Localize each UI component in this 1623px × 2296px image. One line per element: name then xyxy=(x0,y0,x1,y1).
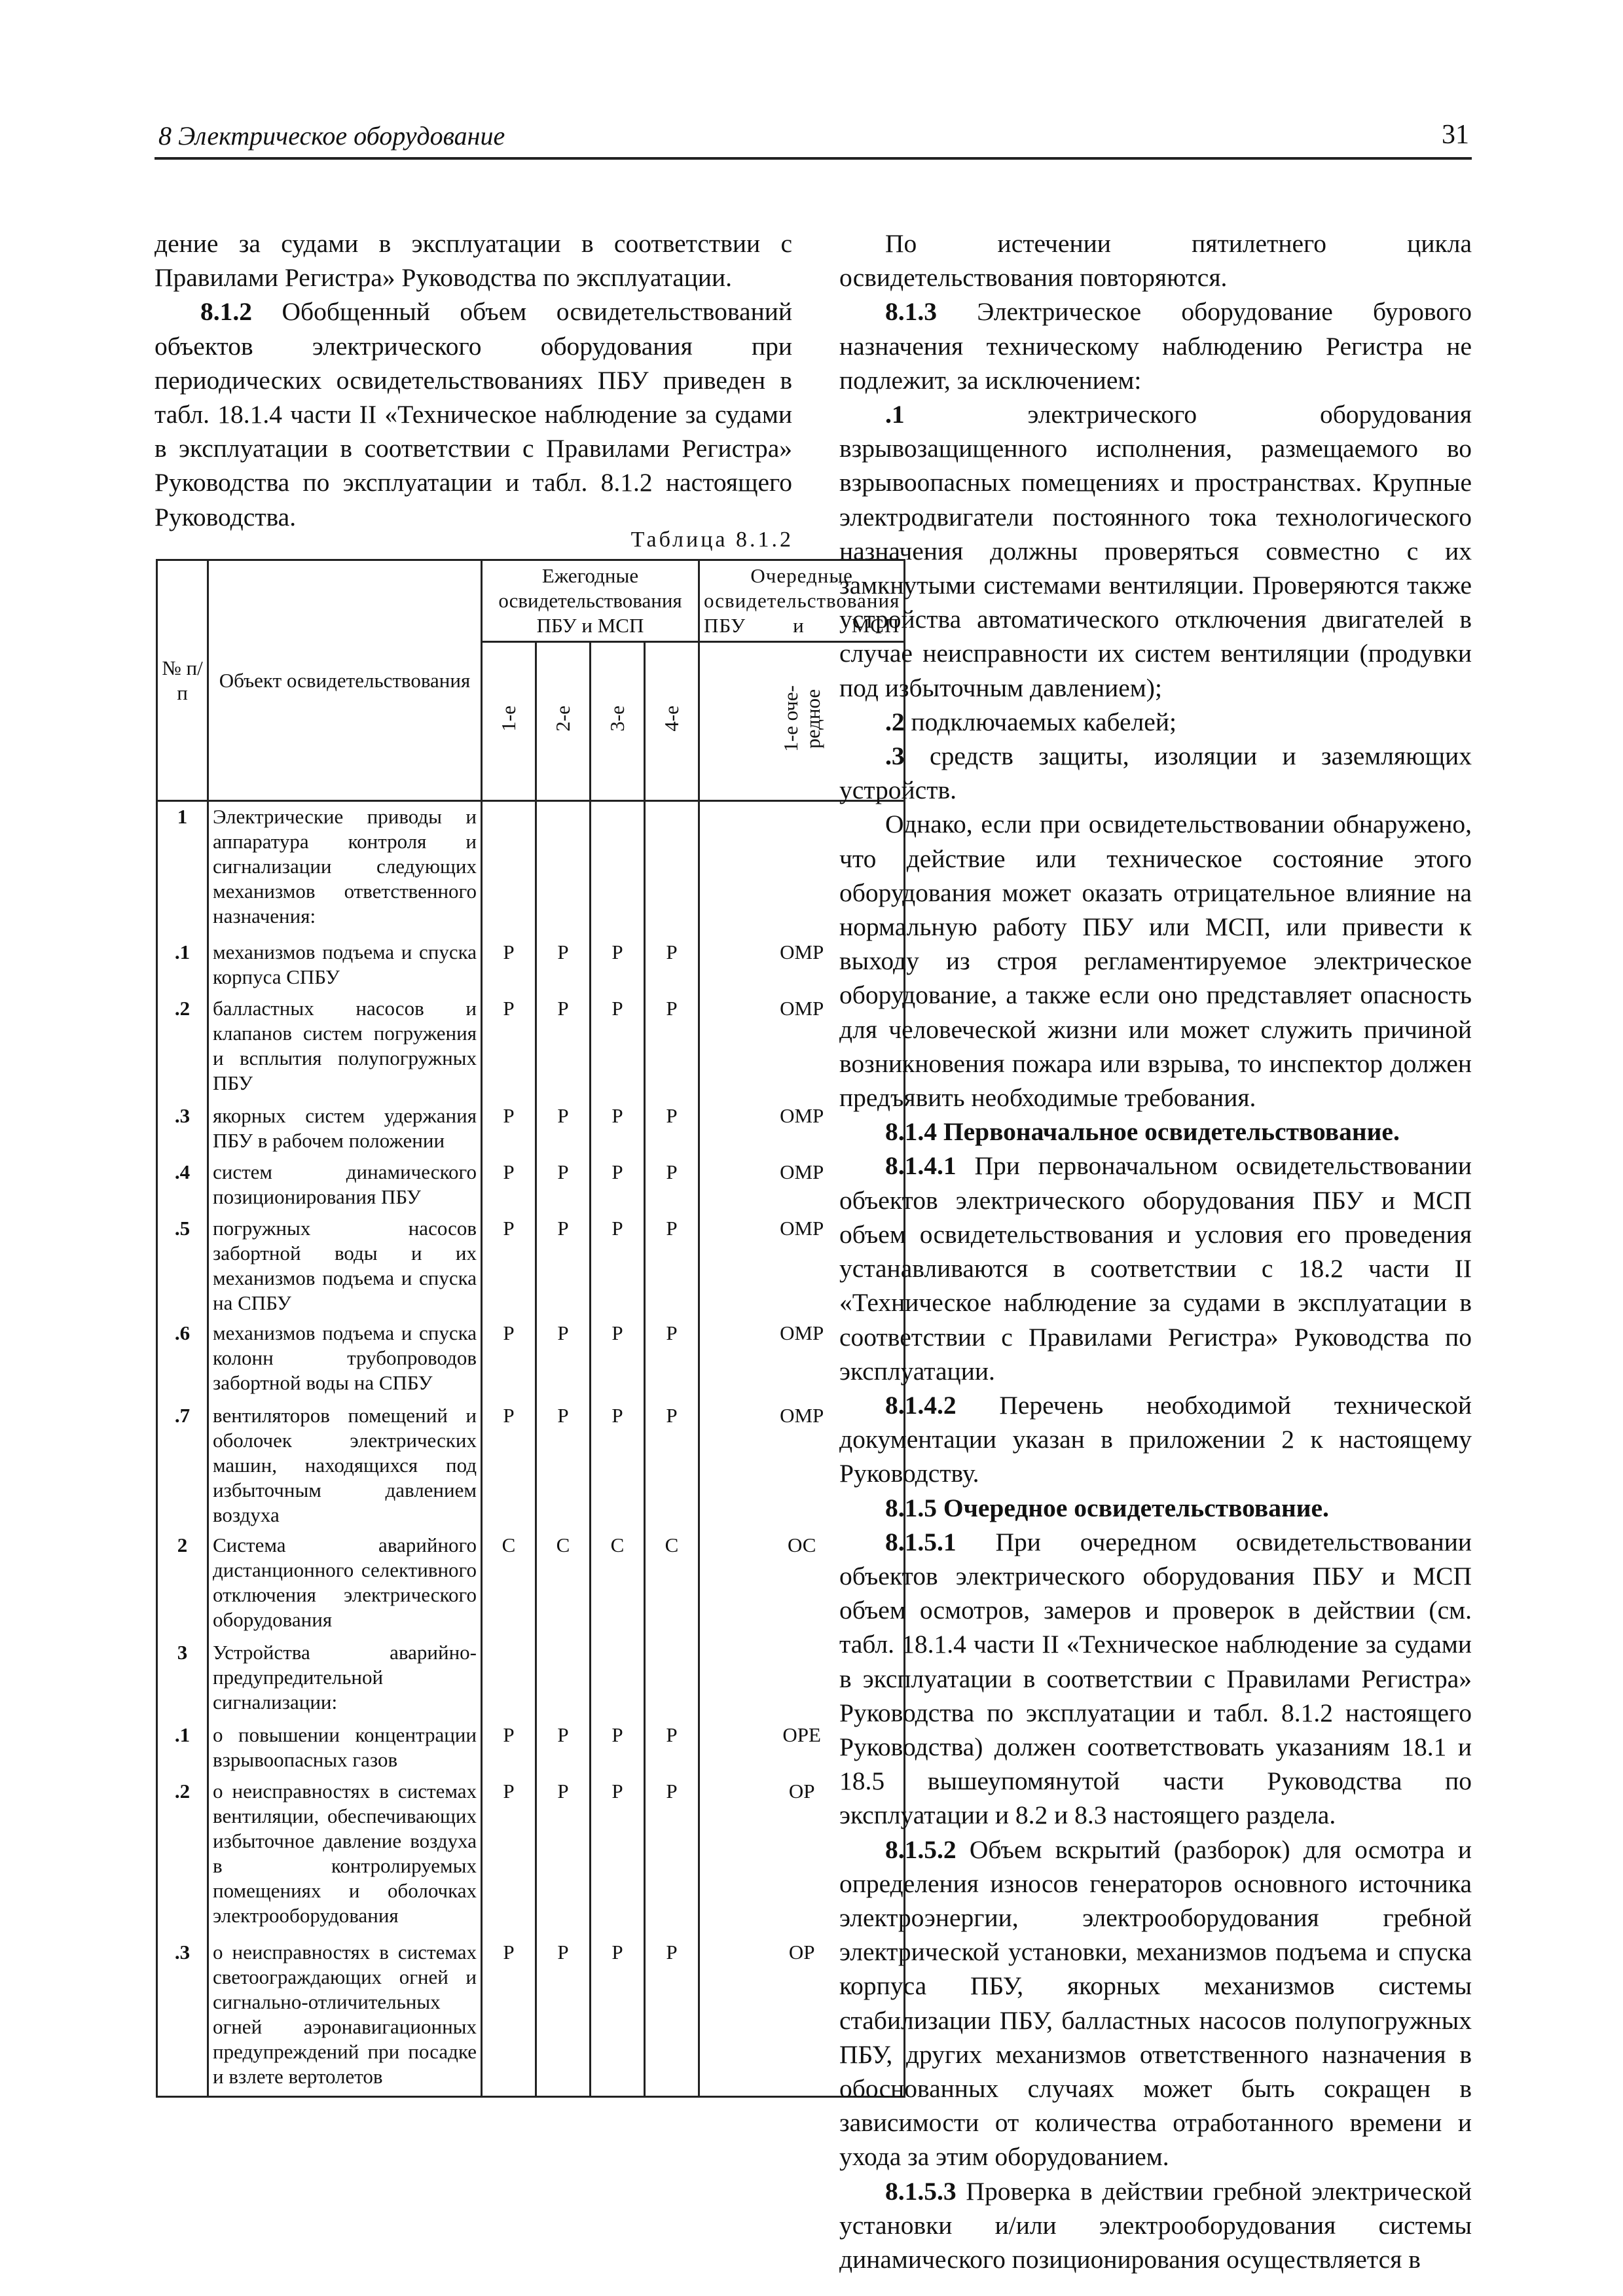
list-item xyxy=(839,739,1472,807)
mark-cell: Р xyxy=(482,1937,536,2097)
mark-cell xyxy=(482,801,536,937)
survey-table xyxy=(156,559,905,2098)
mark-cell: ОР xyxy=(699,1776,905,1937)
row-object: механизмов подъема и спуска колонн трубопроводов забортной воды на СПБУ xyxy=(208,1318,482,1401)
mark-cell: Р xyxy=(482,937,536,994)
mark-cell: Р xyxy=(645,1720,699,1776)
mark-cell: ОМР xyxy=(699,1318,905,1401)
row-object: систем динамического позиционирования ПБУ xyxy=(208,1157,482,1213)
mark-cell: Р xyxy=(482,1101,536,1157)
table-row xyxy=(157,1318,905,1401)
subheader-cell xyxy=(482,642,536,801)
mark-cell: С xyxy=(591,1530,645,1638)
table-row xyxy=(157,1638,905,1720)
mark-cell: Р xyxy=(536,1720,591,1776)
mark-cell: С xyxy=(482,1530,536,1638)
table-caption: Таблица 8.1.2 xyxy=(630,528,793,552)
clause-text: Объем вскрытий (разборок) для осмотра и определения износов генераторов основного источника электроэнергии, электрооборудования гребной электрической установки, механизмов подъема и спуска корпуса ПБУ, якорных механизмов системы стабилизации ПБУ, балластных насосов полупогружных ПБУ, других механизмов ответственного назначения в обоснованных случаях может быть сокращен в зависимости от количества отработанного времени и ухода за этим оборудованием. xyxy=(839,1835,1472,2172)
item-number: .3 xyxy=(885,742,905,771)
clause-text: Электрическое оборудование бурового назначения техническому наблюдению Регистра не подлежит, за исключением: xyxy=(839,297,1472,395)
paragraph: дение за судами в эксплуатации в соответствии с Правилами Регистра» Руководства по эксплуатации. xyxy=(155,229,792,293)
header-object: Объект освидетельствования xyxy=(208,560,482,801)
mark-cell: Р xyxy=(591,1213,645,1318)
running-title: 8 Электрическое оборудование xyxy=(158,121,505,151)
mark-cell: Р xyxy=(536,937,591,994)
table-row xyxy=(157,801,905,937)
header-periodic: Очередные освидетельствования ПБУ и МСП xyxy=(699,560,905,642)
paragraph-8-1-4-1 xyxy=(839,1149,1472,1388)
row-object: о повышении концентрации взрывоопасных газов xyxy=(208,1720,482,1776)
paragraph: По истечении пятилетнего цикла освидетельствования повторяются. xyxy=(839,229,1472,293)
mark-cell: Р xyxy=(591,994,645,1101)
mark-cell: Р xyxy=(482,1213,536,1318)
mark-cell: ОРЕ xyxy=(699,1720,905,1776)
mark-cell: Р xyxy=(536,1157,591,1213)
mark-cell: Р xyxy=(536,1937,591,2097)
mark-cell xyxy=(645,801,699,937)
mark-cell: Р xyxy=(591,1776,645,1937)
list-item xyxy=(839,705,1472,739)
mark-cell: Р xyxy=(645,1318,699,1401)
page-number: 31 xyxy=(1442,120,1469,150)
row-number: .1 xyxy=(157,937,208,994)
mark-cell xyxy=(645,1638,699,1720)
row-number: 1 xyxy=(157,801,208,937)
section-heading-8-1-5: 8.1.5 Очередное освидетельствование. xyxy=(885,1493,1329,1522)
subheader-label: 1-е оче- редное xyxy=(778,685,824,752)
clause-text: При очередном освидетельствовании объектов электрического оборудования ПБУ и МСП объем осмотров, замеров и проверок в действии (см. табл. 18.1.4 части II «Техническое наблюдение за судами в эксплуатации в соответствии с Правилами Регистра» Руководства по эксплуатации и табл. 8.1.2 настоящего Руководства) должен соответствовать указаниям 18.1 и 18.5 вышеупомянутой части Руководства по эксплуатации и 8.2 и 8.3 настоящего раздела. xyxy=(839,1527,1472,1830)
paragraph-8-1-5-1 xyxy=(839,1525,1472,1833)
row-number: .5 xyxy=(157,1213,208,1318)
paragraph-8-1-2 xyxy=(155,295,792,533)
mark-cell: Р xyxy=(591,1318,645,1401)
paragraph-8-1-5-3 xyxy=(839,2174,1472,2277)
list-item xyxy=(839,397,1472,705)
mark-cell: Р xyxy=(591,1101,645,1157)
row-object: Система аварийного дистанционного селективного отключения электрического оборудования xyxy=(208,1530,482,1638)
row-number: 2 xyxy=(157,1530,208,1638)
mark-cell: Р xyxy=(645,994,699,1101)
mark-cell: Р xyxy=(536,1318,591,1401)
row-number: .4 xyxy=(157,1157,208,1213)
mark-cell: Р xyxy=(591,1157,645,1213)
mark-cell: Р xyxy=(482,1720,536,1776)
row-object: погружных насосов забортной воды и их механизмов подъема и спуска на СПБУ xyxy=(208,1213,482,1318)
mark-cell: Р xyxy=(591,1937,645,2097)
mark-cell: Р xyxy=(536,994,591,1101)
row-number: .2 xyxy=(157,994,208,1101)
mark-cell: Р xyxy=(482,994,536,1101)
mark-cell: Р xyxy=(536,1401,591,1530)
paragraph-8-1-4-2 xyxy=(839,1388,1472,1491)
mark-cell: ОР xyxy=(699,1937,905,2097)
table-row xyxy=(157,937,905,994)
mark-cell: Р xyxy=(482,1318,536,1401)
table-header-row xyxy=(157,560,905,642)
mark-cell: Р xyxy=(482,1401,536,1530)
mark-cell: ОМР xyxy=(699,1401,905,1530)
mark-cell: ОМР xyxy=(699,1157,905,1213)
clause-text: Обобщенный объем освидетельствований объектов электрического оборудования при периодических освидетельствованиях ПБУ приведен в табл. 18.1.4 части II «Техническое наблюдение за судами в эксплуатации в соответствии с Правилами Регистра» Руководства по эксплуатации и табл. 8.1.2 настоящего Руководства. xyxy=(155,297,792,531)
subheader-cell xyxy=(536,642,591,801)
section-heading-8-1-4: 8.1.4 Первоначальное освидетельствование. xyxy=(885,1117,1400,1147)
left-column xyxy=(155,226,792,534)
clause-number: 8.1.4.2 xyxy=(885,1390,957,1420)
mark-cell: Р xyxy=(645,1776,699,1937)
row-number: .7 xyxy=(157,1401,208,1530)
subheader-cell xyxy=(591,642,645,801)
row-object: Устройства аварийно-предупредительной сигнализации: xyxy=(208,1638,482,1720)
subheader-cell xyxy=(645,642,699,801)
clause-text: При первоначальном освидетельствовании объектов электрического оборудования ПБУ и МСП объем освидетельствования и условия его проведения устанавливаются в соответствии с 18.2 части II «Техническое наблюдение за судами в эксплуатации в соответствии с Правилами Регистра» Руководства по эксплуатации. xyxy=(839,1151,1472,1386)
mark-cell: С xyxy=(536,1530,591,1638)
row-object: механизмов подъема и спуска корпуса СПБУ xyxy=(208,937,482,994)
table-row xyxy=(157,1937,905,2097)
row-object: Электрические приводы и аппаратура контроля и сигнализации следующих механизмов ответственного назначения: xyxy=(208,801,482,937)
mark-cell: Р xyxy=(591,1401,645,1530)
table-row xyxy=(157,1213,905,1318)
clause-number: 8.1.2 xyxy=(200,297,252,327)
table-row xyxy=(157,1101,905,1157)
paragraph-8-1-3 xyxy=(839,295,1472,397)
mark-cell: Р xyxy=(645,1401,699,1530)
table-row xyxy=(157,1157,905,1213)
row-object: о неисправностях в системах вентиляции, обеспечивающих избыточное давление воздуха в контролируемых помещениях и оболочках электрооборудования xyxy=(208,1776,482,1937)
row-number: 3 xyxy=(157,1638,208,1720)
mark-cell: Р xyxy=(645,1213,699,1318)
table-row xyxy=(157,1720,905,1776)
mark-cell: Р xyxy=(591,937,645,994)
mark-cell: ОМР xyxy=(699,937,905,994)
header-annual: Ежегодные освидетельствования ПБУ и МСП xyxy=(482,560,699,642)
mark-cell: Р xyxy=(536,1776,591,1937)
clause-number: 8.1.3 xyxy=(885,297,937,327)
row-number: .6 xyxy=(157,1318,208,1401)
table-row xyxy=(157,994,905,1101)
row-object: балластных насосов и клапанов систем погружения и всплытия полупогружных ПБУ xyxy=(208,994,482,1101)
row-object: вентиляторов помещений и оболочек электрических машин, находящихся под избыточным давлением воздуха xyxy=(208,1401,482,1530)
item-number: .2 xyxy=(885,707,905,736)
clause-number: 8.1.5.3 xyxy=(885,2176,957,2206)
clause-text: Проверка в действии гребной электрической установки и/или электрооборудования системы динамического позиционирования осуществляется в xyxy=(839,2176,1472,2274)
table-row xyxy=(157,1776,905,1937)
item-text: подключаемых кабелей; xyxy=(904,707,1176,736)
mark-cell xyxy=(536,1638,591,1720)
mark-cell xyxy=(482,1638,536,1720)
mark-cell: Р xyxy=(645,937,699,994)
mark-cell xyxy=(591,801,645,937)
row-number: .3 xyxy=(157,1937,208,2097)
row-object: о неисправностях в системах светоограждающих огней и сигнально-отличительных огней аэронавигационных предупреждений при посадке и взлете вертолетов xyxy=(208,1937,482,2097)
mark-cell: Р xyxy=(536,1213,591,1318)
subheader-label: 2-е xyxy=(551,705,574,732)
mark-cell: Р xyxy=(591,1720,645,1776)
right-column xyxy=(839,226,1472,2276)
clause-number: 8.1.4.1 xyxy=(885,1151,957,1181)
mark-cell: Р xyxy=(482,1776,536,1937)
header-num: № п/п xyxy=(157,560,208,801)
item-number: .1 xyxy=(885,400,905,429)
mark-cell: Р xyxy=(482,1157,536,1213)
mark-cell: Р xyxy=(645,1101,699,1157)
mark-cell: Р xyxy=(645,1937,699,2097)
table-row xyxy=(157,1401,905,1530)
mark-cell: ОМР xyxy=(699,1213,905,1318)
subheader-label: 1-е xyxy=(497,705,520,732)
clause-number: 8.1.5.2 xyxy=(885,1835,957,1864)
clause-text: Перечень необходимой технической документации указан в приложении 2 к настоящему Руководству. xyxy=(839,1390,1472,1488)
item-text: средств защиты, изоляции и заземляющих устройств. xyxy=(839,742,1472,805)
mark-cell: ОМР xyxy=(699,1101,905,1157)
subheader-label: 4-е xyxy=(660,705,683,732)
mark-cell: ОМР xyxy=(699,994,905,1101)
row-number: .3 xyxy=(157,1101,208,1157)
running-head xyxy=(155,111,1472,160)
row-number: .2 xyxy=(157,1776,208,1937)
mark-cell: ОС xyxy=(699,1530,905,1638)
mark-cell xyxy=(591,1638,645,1720)
row-object: якорных систем удержания ПБУ в рабочем положении xyxy=(208,1101,482,1157)
row-number: .1 xyxy=(157,1720,208,1776)
mark-cell: Р xyxy=(645,1157,699,1213)
subheader-label: 3-е xyxy=(606,705,629,732)
mark-cell: С xyxy=(645,1530,699,1638)
clause-number: 8.1.5.1 xyxy=(885,1527,957,1556)
item-text: электрического оборудования взрывозащищенного исполнения, размещаемого во взрывоопасных помещениях и пространствах. Крупные электродвигатели постоянного тока технологического назначения должны проверяться совместно с их замкнутыми системами вентиляции. Проверяются также устройства автоматического отключения двигателей в случае неисправности их систем вентиляции (продувки под избыточным давлением); xyxy=(839,400,1472,702)
table-row xyxy=(157,1530,905,1638)
paragraph: Однако, если при освидетельствовании обнаружено, что действие или техническое состояние этого оборудования может оказать отрицательное влияние на нормальную работу ПБУ или МСП, или привести к выходу из строя регламентируемое электрическое оборудование, а также если оно представляет опасность для человеческой жизни или может служить причиной возникновения пожара или взрыва, то инспектор должен предъявить необходимые требования. xyxy=(839,810,1472,1113)
mark-cell: Р xyxy=(536,1101,591,1157)
paragraph-8-1-5-2 xyxy=(839,1833,1472,2174)
mark-cell xyxy=(536,801,591,937)
